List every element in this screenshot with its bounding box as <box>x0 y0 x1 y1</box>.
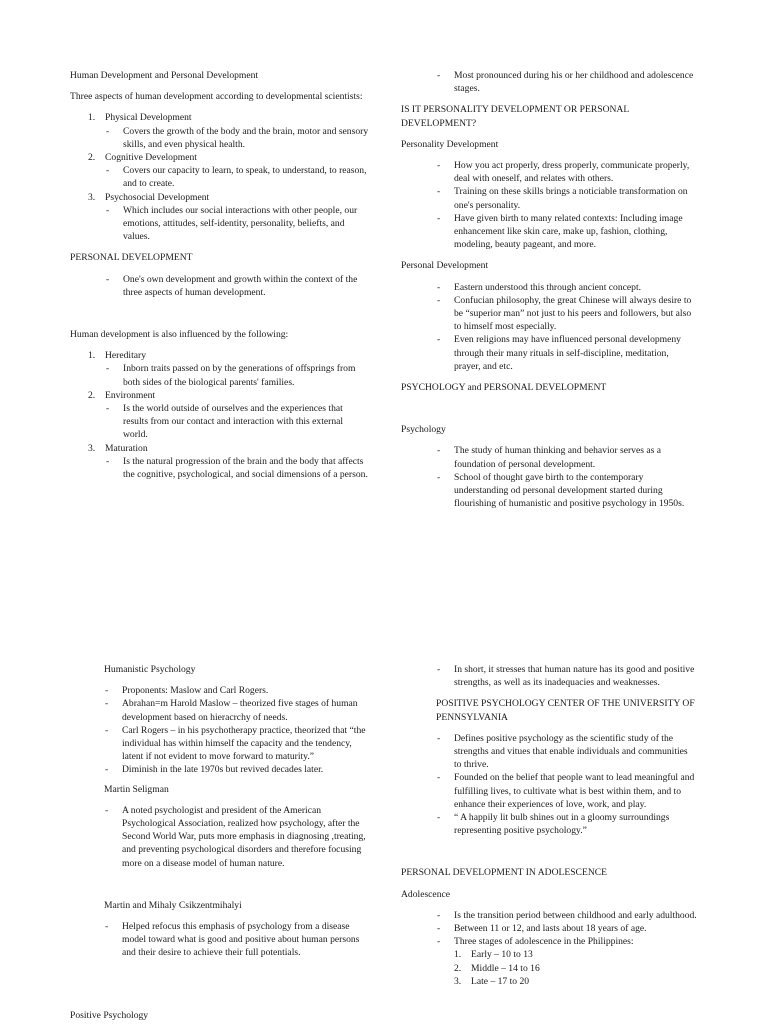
psychology-heading: Psychology <box>401 424 446 436</box>
list-item: - Confucian philosophy, the great Chinese will always desire to be “superior man” not just to his peers and followers, but also to himself most especially. <box>436 294 696 334</box>
aspects-list <box>87 111 370 243</box>
list-item: - Defines positive psychology as the scientific study of the strengths and vitues that enable individuals and communities to thrive. <box>436 732 697 772</box>
list-item: - Three stages of adolescence in the Philippines: <box>436 935 697 948</box>
personal-development-subheading: Personal Development <box>401 260 489 272</box>
aspect-item: 2. Cognitive Development - Covers our capacity to learn, to speak, to understand, to reason, and to create. <box>87 151 370 191</box>
aspects-intro: Three aspects of human development according to developmental scientists: <box>70 91 363 103</box>
seligman-heading: Martin Seligman <box>104 783 169 795</box>
aspect-point: - Which includes our social interactions with other people, our emotions, attitudes, self-identity, personality, beliefts, and values. <box>105 204 370 244</box>
list-item: - Even religions may have influenced personal developmeny through their many rituals in self-discipline, meditation, prayer, and etc. <box>436 333 696 373</box>
stage-item: 2. Middle – 14 to 16 <box>454 962 540 974</box>
list-item: - Helped refocus this emphasis of psychology from a disease model toward what is good and positive about human persons and their desire to achieve their full potentials. <box>104 920 366 960</box>
psychology-section-heading: PSYCHOLOGY and PERSONAL DEVELOPMENT <box>401 382 607 394</box>
list-item: - Proponents: Maslow and Carl Rogers. <box>104 684 366 697</box>
top-points <box>436 69 696 95</box>
adolescence-heading: Adolescence <box>401 888 451 900</box>
list-item: - Most pronounced during his or her childhood and adolescence stages. <box>436 69 696 95</box>
seligman-points <box>104 804 366 870</box>
list-item: - In short, it stresses that human nature has its good and positive strengths, as well as its inadequacies and weaknesses. <box>436 663 697 689</box>
humanistic-points <box>104 684 366 776</box>
question-heading: IS IT PERSONALITY DEVELOPMENT OR PERSONAL DEVELOPMENT? <box>401 104 629 129</box>
page2-right-column <box>401 663 697 988</box>
list-item: - A noted psychologist and president of the American Psychological Association, realized how psychology, after the Second World War, puts more emphasis in diagnosing ,treating, and preventing psychological disorders and therefore focusing more on a disease model of human nature. <box>104 804 366 870</box>
aspect-item: 3. Psychosocial Development - Which includes our social interactions with other people, our emotions, attitudes, self-identity, personality, beliefts, and values. <box>87 191 370 244</box>
positive-psychology-center-heading: POSITIVE PSYCHOLOGY CENTER OF THE UNIVERSITY OF PENNSYLVANIA <box>436 698 695 723</box>
page2-left-column <box>104 663 366 960</box>
list-item: - The study of human thinking and behavior serves as a foundation of personal development. <box>436 444 696 470</box>
influence-item: 1. Hereditary - Inborn traits passed on by the generations of offsprings from both sides of the biological parents' families. <box>87 349 370 389</box>
csikzentmihalyi-heading: Martin and Mihaly Csikzentmihalyi <box>104 899 242 911</box>
personal-points <box>436 281 696 373</box>
list-item: - Carl Rogers – in his psychotherapy practice, theorized that “the individual has within himself the capacity and the tendency, latent if not evident to move forward to maturity.” <box>104 724 366 764</box>
influences-list <box>87 349 370 481</box>
list-item: - Diminish in the late 1970s but revived decades later. <box>104 763 366 776</box>
stage-item: 3. Late – 17 to 20 <box>454 975 530 987</box>
adolescence-points <box>436 909 697 949</box>
list-item: - How you act properly, dress properly, communicate properly, deal with oneself, and relates with others. <box>436 159 696 185</box>
adolescence-section-heading: PERSONAL DEVELOPMENT IN ADOLESCENCE <box>401 867 608 879</box>
aspect-point: - Covers the growth of the body and the brain, motor and sensory skills, and even physical health. <box>105 125 370 151</box>
influence-item: 2. Environment - Is the world outside of ourselves and the experiences that results from our contact and interaction with this external world. <box>87 389 370 442</box>
personal-development-points <box>105 273 370 299</box>
influence-item: 3. Maturation - Is the natural progression of the brain and the body that affects the cognitive, psychological, and social dimensions of a person. <box>87 442 370 482</box>
personality-development-heading: Personality Development <box>401 138 499 150</box>
personality-points <box>436 159 696 251</box>
positive-psychology-heading: Positive Psychology <box>70 1010 149 1021</box>
influence-point: - Is the world outside of ourselves and the experiences that results from our contact and interaction with this external world. <box>105 402 370 442</box>
list-item: - One's own development and growth within the context of the three aspects of human development. <box>105 273 370 299</box>
humanistic-heading: Humanistic Psychology <box>104 664 196 675</box>
aspect-item: 1. Physical Development - Covers the growth of the body and the brain, motor and sensory skills, and even physical health. <box>87 111 370 151</box>
list-item: - Founded on the belief that people want to lead meaningful and fulfilling lives, to cultivate what is best within them, and to enhance their experiences of love, work, and play. <box>436 771 697 811</box>
personal-development-heading: PERSONAL DEVELOPMENT <box>70 252 193 264</box>
influence-point: - Is the natural progression of the brain and the body that affects the cognitive, psychological, and social dimensions of a person. <box>105 455 370 481</box>
list-item: - Between 11 or 12, and lasts about 18 years of age. <box>436 922 697 935</box>
stage-item: 1. Early – 10 to 13 <box>454 949 533 961</box>
csikzentmihalyi-points <box>104 920 366 960</box>
influence-intro: Human development is also influenced by the following: <box>70 329 289 341</box>
adolescence-stages <box>453 948 697 988</box>
list-item: - Have given birth to many related contexts: Including image enhancement like skin care, make up, fashion, clothing, modeling, beauty pageant, and more. <box>436 212 696 252</box>
top-points <box>436 663 697 689</box>
center-points <box>436 732 697 838</box>
list-item: - Abrahan=m Harold Maslow – theorized five stages of human development based on hieracrchy of needs. <box>104 697 366 723</box>
doc-title: Human Development and Personal Development <box>70 70 259 81</box>
influence-point: - Inborn traits passed on by the generations of offsprings from both sides of the biological parents' families. <box>105 362 370 388</box>
psychology-points <box>436 444 696 510</box>
page1-left-column <box>70 69 370 481</box>
list-item: - Is the transition period between childhood and early adulthood. <box>436 909 697 922</box>
page1-right-column <box>401 69 696 510</box>
list-item: - Training on these skills brings a noticiable transformation on one's personality. <box>436 185 696 211</box>
list-item: - School of thought gave birth to the contemporary understanding od personal development started during flourishing of humanistic and positive psychology in 1950s. <box>436 471 696 511</box>
list-item: - “ A happily lit bulb shines out in a gloomy surroundings representing positive psychology.” <box>436 811 697 837</box>
list-item: - Eastern understood this through ancient concept. <box>436 281 696 294</box>
aspect-point: - Covers our capacity to learn, to speak, to understand, to reason, and to create. <box>105 164 370 190</box>
